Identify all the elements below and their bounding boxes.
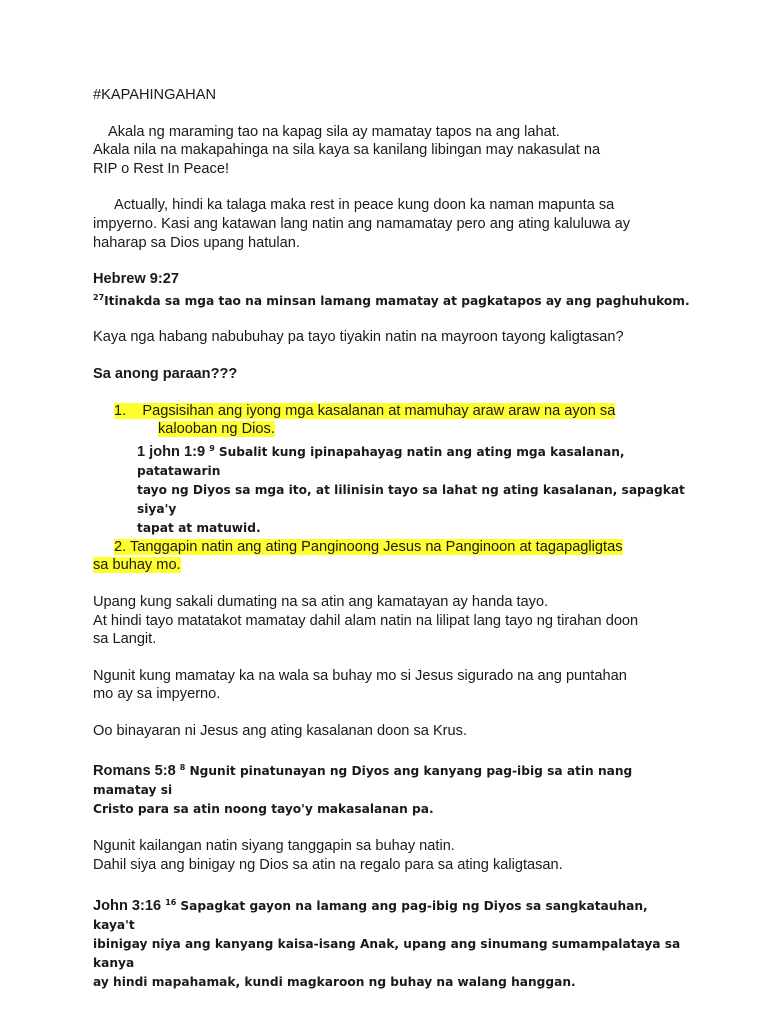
paragraph-line: mo ay sa impyerno.: [93, 686, 221, 703]
verse-number: 9: [209, 443, 215, 453]
receive-paragraph: [93, 837, 693, 874]
hebrews-verse: [93, 270, 693, 310]
romans-verse: [93, 758, 693, 819]
document-title: #KAPAHINGAHAN: [93, 87, 216, 103]
verse-number: 16: [165, 897, 177, 907]
ready-paragraph: [93, 593, 693, 649]
paragraph-line: haharap sa Dios upang hatulan.: [93, 234, 300, 251]
intro-line: Akala ng maraming tao na kapag sila ay mamatay tapos na ang lahat.: [108, 123, 560, 140]
intro-line: RIP o Rest In Peace!: [93, 160, 230, 177]
list-item-text: Pagsisihan ang iyong mga kasalanan at mamuhay araw araw na ayon sa: [142, 402, 616, 419]
verse-text: Cristo para sa atin noong tayo'y makasalanan pa.: [93, 802, 434, 817]
verse-number: 27: [93, 292, 105, 302]
list-number: 1.: [114, 402, 127, 419]
paragraph-line: Upang kung sakali dumating na sa atin ang kamatayan ay handa tayo.: [93, 593, 549, 610]
hell-paragraph: [93, 667, 693, 704]
verse-reference: Hebrew 9:27: [93, 271, 179, 288]
list-item-text: 2. Tanggapin natin ang ating Panginoong Jesus na Panginoon at tagapagligtas: [114, 538, 623, 555]
john-3-16-verse: [93, 893, 693, 992]
list-item-text: kalooban ng Dios.: [158, 421, 275, 438]
intro-paragraph: [93, 123, 693, 179]
verse-text: ibinigay niya ang kanyang kaisa-isang Anak, upang ang sinumang sumampalataya sa kanya: [93, 936, 681, 970]
intro-line: Akala nila na makapahinga na sila kaya sa kanilang libingan may nakasulat na: [93, 142, 601, 159]
cross-paragraph: Oo binayaran ni Jesus ang ating kasalanan doon sa Krus.: [93, 722, 468, 739]
verse-text: ay hindi mapahamak, kundi magkaroon ng buhay na walang hanggan.: [93, 974, 576, 989]
verse-text: Ngunit pinatunayan ng Diyos ang kanyang pag-ibig sa atin nang mamatay si: [93, 764, 633, 798]
paragraph-line: Actually, hindi ka talaga maka rest in peace kung doon ka naman mapunta sa: [114, 197, 615, 214]
paragraph-line: At hindi tayo matatakot mamatay dahil alam natin na lilipat lang tayo ng tirahan doon: [93, 612, 639, 629]
john-1-9-verse: [93, 439, 693, 538]
actually-paragraph: [93, 196, 693, 252]
verse-text: Subalit kung ipinapahayag natin ang ating mga kasalanan, patatawarin: [137, 444, 625, 478]
verse-reference: 1 john 1:9: [137, 443, 206, 460]
verse-number: 8: [179, 763, 186, 773]
verse-text: Sapagkat gayon na lamang ang pag-ibig ng Diyos sa sangkatauhan, kaya't: [93, 898, 648, 932]
list-item: [93, 538, 693, 557]
salvation-question: Kaya nga habang nabubuhay pa tayo tiyakin natin na mayroon tayong kaligtasan?: [93, 329, 624, 346]
verse-text: tayo ng Diyos sa mga ito, at lilinisin tayo sa lahat ng ating kasalanan, sapagkat siya'y: [137, 482, 685, 516]
document-page: [93, 86, 693, 992]
list-item-text: sa buhay mo.: [93, 557, 181, 574]
verse-text: Itinakda sa mga tao na minsan lamang mamatay at pagkatapos ay ang paghuhukom.: [104, 293, 690, 308]
verse-reference: Romans 5:8: [93, 763, 176, 780]
steps-list: [93, 402, 693, 575]
paragraph-line: Ngunit kung mamatay ka na wala sa buhay mo si Jesus sigurado na ang puntahan: [93, 667, 627, 684]
section-heading: Sa anong paraan???: [93, 365, 238, 382]
paragraph-line: Dahil siya ang binigay ng Dios sa atin na regalo para sa ating kaligtasan.: [93, 857, 563, 874]
paragraph-line: impyerno. Kasi ang katawan lang natin ang namamatay pero ang ating kaluluwa ay: [93, 215, 631, 232]
list-item: [93, 402, 693, 421]
paragraph-line: sa Langit.: [93, 631, 157, 648]
verse-reference: John 3:16: [93, 897, 162, 914]
paragraph-line: Ngunit kailangan natin siyang tanggapin sa buhay natin.: [93, 838, 455, 855]
verse-text: tapat at matuwid.: [137, 520, 261, 535]
